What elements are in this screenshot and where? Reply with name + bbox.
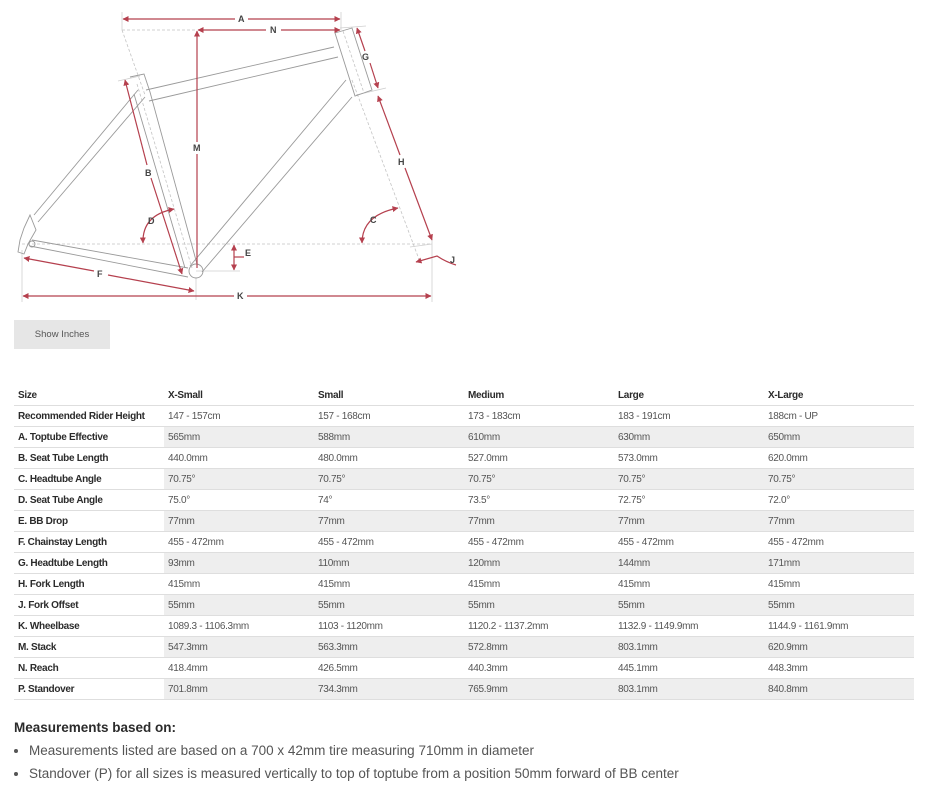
dim-f bbox=[24, 258, 94, 271]
cell-value: 70.75° bbox=[164, 469, 314, 490]
cell-value: 572.8mm bbox=[464, 637, 614, 658]
cell-value: 93mm bbox=[164, 553, 314, 574]
label-m: M bbox=[193, 143, 201, 153]
row-label: A. Toptube Effective bbox=[14, 427, 164, 448]
cell-value: 183 - 191cm bbox=[614, 406, 764, 427]
cell-value: 72.75° bbox=[614, 490, 764, 511]
cell-value: 72.0° bbox=[764, 490, 914, 511]
reference-lines bbox=[22, 12, 432, 302]
cell-value: 110mm bbox=[314, 553, 464, 574]
cell-value: 188cm - UP bbox=[764, 406, 914, 427]
table-row bbox=[14, 679, 914, 700]
cell-value: 77mm bbox=[764, 511, 914, 532]
geometry-table bbox=[14, 385, 914, 700]
cell-value: 527.0mm bbox=[464, 448, 614, 469]
cell-value: 77mm bbox=[614, 511, 764, 532]
cell-value: 144mm bbox=[614, 553, 764, 574]
label-d: D bbox=[148, 216, 155, 226]
row-label: E. BB Drop bbox=[14, 511, 164, 532]
cell-value: 563.3mm bbox=[314, 637, 464, 658]
notes-list bbox=[14, 739, 914, 785]
cell-value: 157 - 168cm bbox=[314, 406, 464, 427]
geometry-diagram bbox=[0, 0, 470, 310]
row-label: D. Seat Tube Angle bbox=[14, 490, 164, 511]
cell-value: 480.0mm bbox=[314, 448, 464, 469]
table-row bbox=[14, 511, 914, 532]
label-b: B bbox=[145, 168, 152, 178]
label-j: J bbox=[450, 255, 456, 265]
cell-value: 415mm bbox=[164, 574, 314, 595]
cell-value: 650mm bbox=[764, 427, 914, 448]
cell-value: 171mm bbox=[764, 553, 914, 574]
cell-value: 74° bbox=[314, 490, 464, 511]
row-label: P. Standover bbox=[14, 679, 164, 700]
table-row bbox=[14, 469, 914, 490]
cell-value: 734.3mm bbox=[314, 679, 464, 700]
label-a: A bbox=[238, 14, 245, 24]
label-c: C bbox=[370, 215, 377, 225]
cell-value: 620.9mm bbox=[764, 637, 914, 658]
cell-value: 70.75° bbox=[764, 469, 914, 490]
cell-value: 573.0mm bbox=[614, 448, 764, 469]
cell-value: 840.8mm bbox=[764, 679, 914, 700]
cell-value: 77mm bbox=[164, 511, 314, 532]
table-row bbox=[14, 616, 914, 637]
dimension-labels bbox=[97, 14, 455, 301]
label-f: F bbox=[97, 269, 103, 279]
cell-value: 1144.9 - 1161.9mm bbox=[764, 616, 914, 637]
table-row bbox=[14, 532, 914, 553]
cell-value: 70.75° bbox=[464, 469, 614, 490]
table-row bbox=[14, 406, 914, 427]
cell-value: 70.75° bbox=[314, 469, 464, 490]
cell-value: 455 - 472mm bbox=[764, 532, 914, 553]
row-label: G. Headtube Length bbox=[14, 553, 164, 574]
cell-value: 440.3mm bbox=[464, 658, 614, 679]
cell-value: 1132.9 - 1149.9mm bbox=[614, 616, 764, 637]
cell-value: 147 - 157cm bbox=[164, 406, 314, 427]
table-row bbox=[14, 595, 914, 616]
cell-value: 565mm bbox=[164, 427, 314, 448]
cell-value: 77mm bbox=[464, 511, 614, 532]
table-row bbox=[14, 553, 914, 574]
row-label: H. Fork Length bbox=[14, 574, 164, 595]
cell-value: 455 - 472mm bbox=[614, 532, 764, 553]
table-row bbox=[14, 448, 914, 469]
note-item: • Measurements listed are based on a 700 x 42mm tire measuring 710mm in diameter bbox=[29, 739, 914, 762]
bike-frame bbox=[18, 28, 372, 278]
row-label: B. Seat Tube Length bbox=[14, 448, 164, 469]
note-item: • Standover (P) for all sizes is measured vertically to top of toptube from a position 50mm forward of BB center bbox=[29, 762, 914, 785]
header-small: Small bbox=[314, 385, 464, 406]
cell-value: 75.0° bbox=[164, 490, 314, 511]
cell-value: 415mm bbox=[314, 574, 464, 595]
cell-value: 610mm bbox=[464, 427, 614, 448]
cell-value: 1120.2 - 1137.2mm bbox=[464, 616, 614, 637]
cell-value: 415mm bbox=[464, 574, 614, 595]
table-row bbox=[14, 427, 914, 448]
cell-value: 620.0mm bbox=[764, 448, 914, 469]
cell-value: 701.8mm bbox=[164, 679, 314, 700]
label-h: H bbox=[398, 157, 405, 167]
show-inches-button[interactable]: Show Inches bbox=[14, 320, 110, 349]
cell-value: 630mm bbox=[614, 427, 764, 448]
label-k: K bbox=[237, 291, 244, 301]
cell-value: 803.1mm bbox=[614, 637, 764, 658]
cell-value: 415mm bbox=[764, 574, 914, 595]
row-label: M. Stack bbox=[14, 637, 164, 658]
table-row bbox=[14, 658, 914, 679]
cell-value: 55mm bbox=[164, 595, 314, 616]
dim-h bbox=[378, 96, 400, 155]
header-x-small: X-Small bbox=[164, 385, 314, 406]
row-label: K. Wheelbase bbox=[14, 616, 164, 637]
cell-value: 765.9mm bbox=[464, 679, 614, 700]
cell-value: 455 - 472mm bbox=[464, 532, 614, 553]
cell-value: 415mm bbox=[614, 574, 764, 595]
measurement-notes bbox=[14, 720, 914, 785]
cell-value: 440.0mm bbox=[164, 448, 314, 469]
table-row bbox=[14, 490, 914, 511]
cell-value: 120mm bbox=[464, 553, 614, 574]
cell-value: 547.3mm bbox=[164, 637, 314, 658]
row-label: Recommended Rider Height bbox=[14, 406, 164, 427]
label-g: G bbox=[362, 52, 370, 62]
label-e: E bbox=[245, 248, 252, 258]
row-label: J. Fork Offset bbox=[14, 595, 164, 616]
cell-value: 1089.3 - 1106.3mm bbox=[164, 616, 314, 637]
dim-c bbox=[362, 208, 398, 243]
table-row bbox=[14, 637, 914, 658]
cell-value: 448.3mm bbox=[764, 658, 914, 679]
cell-value: 55mm bbox=[464, 595, 614, 616]
cell-value: 455 - 472mm bbox=[314, 532, 464, 553]
cell-value: 55mm bbox=[764, 595, 914, 616]
cell-value: 455 - 472mm bbox=[164, 532, 314, 553]
cell-value: 1103 - 1120mm bbox=[314, 616, 464, 637]
label-n: N bbox=[270, 25, 277, 35]
header-x-large: X-Large bbox=[764, 385, 914, 406]
cell-value: 55mm bbox=[614, 595, 764, 616]
table-row bbox=[14, 574, 914, 595]
cell-value: 418.4mm bbox=[164, 658, 314, 679]
dimension-lines bbox=[23, 19, 456, 296]
cell-value: 73.5° bbox=[464, 490, 614, 511]
cell-value: 803.1mm bbox=[614, 679, 764, 700]
row-label: N. Reach bbox=[14, 658, 164, 679]
header-size: Size bbox=[14, 385, 164, 406]
cell-value: 445.1mm bbox=[614, 658, 764, 679]
row-label: F. Chainstay Length bbox=[14, 532, 164, 553]
header-large: Large bbox=[614, 385, 764, 406]
table-header-row bbox=[14, 385, 914, 406]
cell-value: 588mm bbox=[314, 427, 464, 448]
cell-value: 55mm bbox=[314, 595, 464, 616]
cell-value: 70.75° bbox=[614, 469, 764, 490]
header-medium: Medium bbox=[464, 385, 614, 406]
cell-value: 77mm bbox=[314, 511, 464, 532]
row-label: C. Headtube Angle bbox=[14, 469, 164, 490]
notes-title: Measurements based on: bbox=[14, 720, 177, 735]
cell-value: 173 - 183cm bbox=[464, 406, 614, 427]
cell-value: 426.5mm bbox=[314, 658, 464, 679]
